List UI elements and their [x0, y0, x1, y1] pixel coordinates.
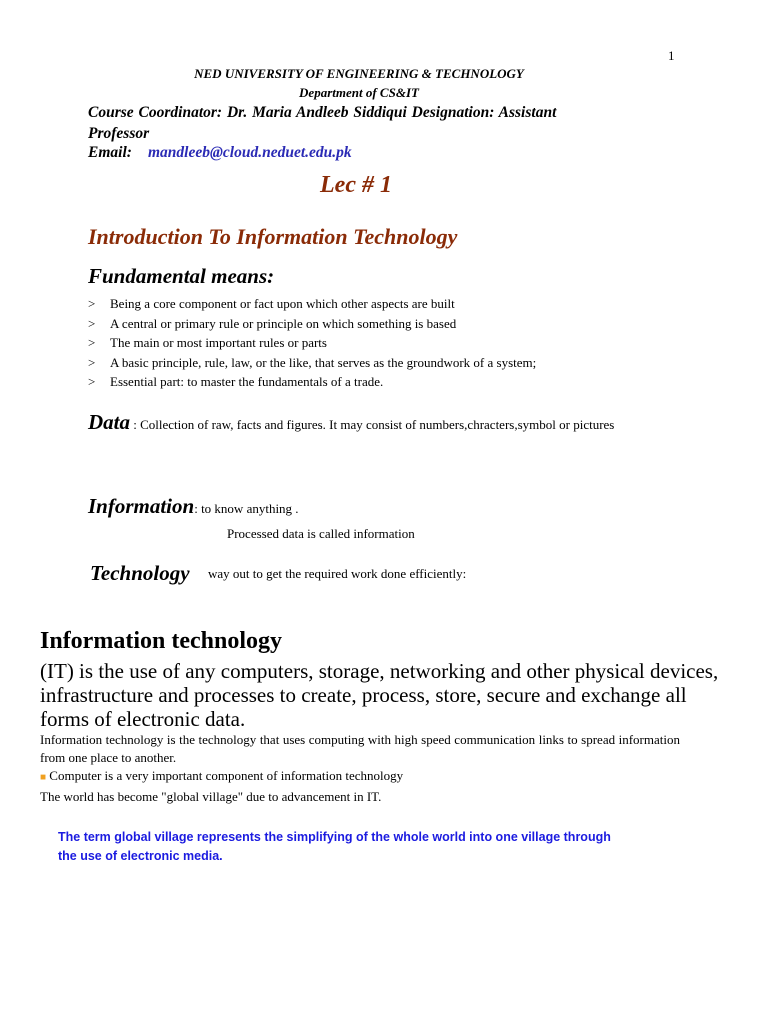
lecture-title: Introduction To Information Technology [88, 224, 458, 249]
bullet-marker: > [88, 354, 96, 370]
bullet-marker: > [88, 374, 96, 390]
computer-bullet [40, 768, 403, 784]
list-item-text: A basic principle, rule, law, or the like, that serves as the groundwork of a system; [110, 354, 537, 370]
bullet-marker: > [88, 315, 96, 331]
list-item-text: The main or most important rules or parts [110, 335, 327, 351]
information-description: : to know anything . [194, 501, 299, 516]
global-village-note: The term global village represents the simplifying of the whole world into one village through the use of electronic media. [58, 830, 611, 863]
email-label: Email: [88, 144, 132, 161]
page-number: 1 [668, 48, 675, 63]
it-definition: (IT) is the use of any computers, storage, networking and other physical devices, infrastructure and processes to create, process, store, secure and exchange all forms of electronic data. [40, 659, 719, 731]
email-row [88, 144, 352, 162]
list-item [88, 353, 536, 373]
it-paragraph: Information technology is the technology that uses computing with high speed communication links to spread information from one place to another. [40, 732, 680, 765]
bullet-marker: > [88, 335, 96, 351]
computer-bullet-text: Computer is a very important component of information technology [46, 768, 404, 783]
data-description: : Collection of raw, facts and figures. It may consist of numbers,chracters,symbol or pictures [130, 417, 615, 432]
list-item [88, 294, 536, 314]
technology-description: way out to get the required work done efficiently: [208, 566, 467, 581]
list-item-text: A central or primary rule or principle on which something is based [110, 315, 457, 331]
global-village-line: The world has become "global village" due to advancement in IT. [40, 789, 382, 804]
list-item [88, 372, 536, 392]
square-bullet-icon: ■ [40, 772, 47, 783]
fundamental-heading: Fundamental means: [88, 264, 275, 288]
department-name: Department of CS&IT [299, 85, 419, 100]
list-item [88, 333, 536, 353]
lecture-number: Lec # 1 [320, 172, 392, 198]
information-definition [88, 494, 299, 519]
data-definition [88, 410, 614, 435]
email-address[interactable]: mandleeb@cloud.neduet.edu.pk [148, 144, 352, 161]
university-name: NED UNIVERSITY OF ENGINEERING & TECHNOLOGY [194, 66, 524, 81]
list-item-text: Essential part: to master the fundamentals of a trade. [110, 374, 384, 390]
fundamental-list [88, 294, 536, 392]
information-subtext: Processed data is called information [227, 526, 415, 541]
list-item-text: Being a core component or fact upon which other aspects are built [110, 296, 455, 311]
data-term: Data [88, 410, 130, 434]
list-item [88, 314, 536, 334]
it-heading: Information technology [40, 628, 282, 654]
information-term: Information [88, 494, 195, 518]
bullet-marker: > [88, 296, 96, 311]
technology-term: Technology [90, 561, 190, 585]
course-coordinator: Course Coordinator: Dr. Maria Andleeb Siddiqui Designation: Assistant Professor [88, 104, 557, 142]
